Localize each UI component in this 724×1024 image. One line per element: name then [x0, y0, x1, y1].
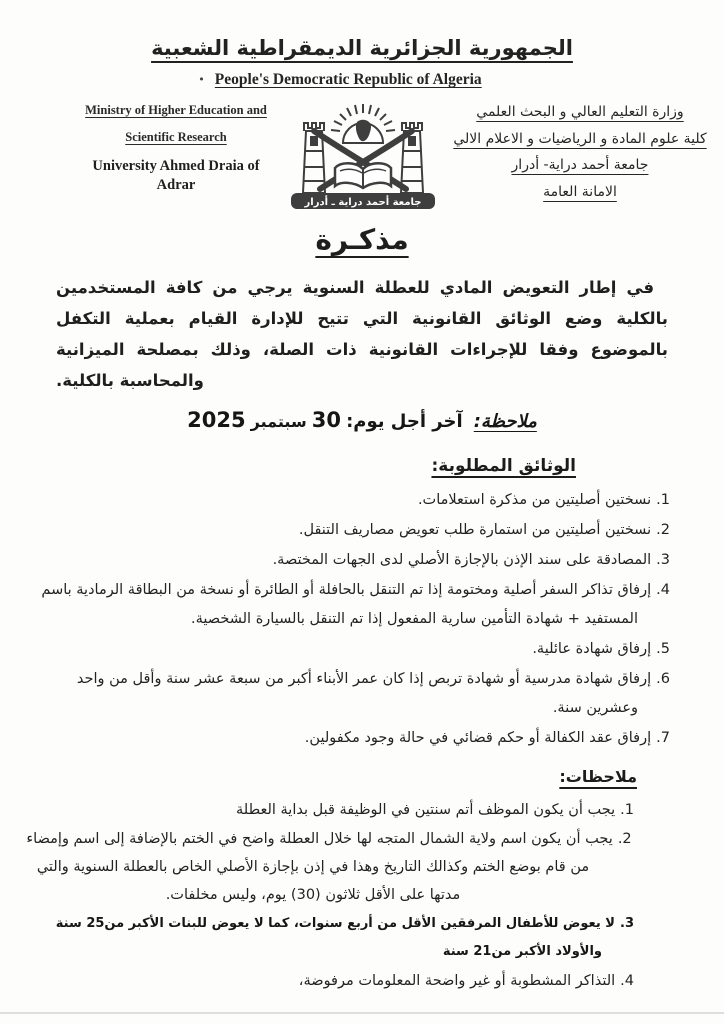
document-item-text: نسختين أصليتين من مذكرة استعلامات.: [417, 492, 652, 508]
required-documents-heading: الوثائق المطلوبة:: [431, 456, 576, 476]
university-name-english: University Ahmed Draia of Adrar: [92, 158, 260, 193]
document-item-5: [30, 635, 670, 664]
ministry-arabic-line-2: كلية علوم المادة و الرياضيات و الاعلام الالي: [453, 130, 707, 147]
note-item-1: [24, 796, 634, 824]
logo-banner-text: جامعة أحمد دراية ـ أدرار: [304, 197, 422, 208]
note-item-text: يجب أن يكون الموظف أتم سنتين في الوظيفة قبل بداية العطلة: [236, 802, 616, 818]
note-item-text: لا يعوض للأطفال المرفقين الأقل من أربع سنوات، كما لا يعوض للبنات الأكبر من25 سنة والأولاد الأكبر من21 سنة: [55, 916, 615, 959]
note-item-number: 4.: [620, 973, 634, 989]
ministry-arabic-line-3: جامعة أحمد دراية- أدرار: [511, 157, 649, 173]
deadline-month: سبتمبر: [250, 412, 307, 431]
notes-list: [24, 796, 634, 995]
document-item-7: [30, 724, 670, 753]
ministry-arabic-line-1: وزارة التعليم العالي و البحث العلمي: [476, 104, 684, 120]
note-item-text: يجب أن يكون اسم ولاية الشمال المتجه لها خلال العطلة واضح في الختم بالإضافة إلى اسم وإمضاء من قام بوضع الختم وكذالك التاريخ وهذا في إذن بإجازة الأصلي الخاص بالعطلة السنوية والتي مدتها على الأقل ثلاثون (30) يوم، وليس مخلفات.: [26, 831, 613, 903]
note-item-4: [24, 967, 634, 995]
document-item-number: 2.: [656, 522, 670, 538]
deadline-label: ملاحظة:: [473, 411, 537, 432]
document-item-text: المصادقة على سند الإذن بالإجازة الأصلي لدى الجهات المختصة.: [272, 552, 652, 568]
deadline-note: [0, 408, 724, 432]
document-item-number: 5.: [656, 641, 670, 657]
deadline-year: 2025: [187, 408, 246, 432]
document-item-2: [30, 516, 670, 545]
scan-edge-line: [0, 1012, 724, 1014]
deadline-day: 30: [311, 408, 342, 432]
ministry-english-line-1: Ministry of Higher Education and: [85, 103, 267, 117]
document-item-text: إرفاق شهادة مدرسية أو شهادة تربص إذا كان عمر الأبناء أكبر من سبعة عشر سنة وأقل من واحد وعشرين سنة.: [76, 671, 652, 716]
document-item-number: 7.: [656, 730, 670, 746]
university-emblem-icon: [278, 89, 448, 211]
republic-title-english: People's Democratic Republic of Algeria: [214, 71, 482, 88]
ministry-english-line-2: Scientific Research: [125, 130, 227, 144]
note-item-number: 2.: [617, 831, 632, 847]
intro-paragraph: في إطار التعويض المادي للعطلة السنوية يرجي من كافة المستخدمين بالكلية وضع الوثائق القانونية التي تتيح للإدارة القيام بعملية التكفل بالموضوع وفقا للإجراءات القانونية ذات الصلة، وذلك بمصلحة الميزانية والمحاسبة بالكلية.: [56, 278, 668, 390]
document-item-1: [30, 486, 670, 515]
notes-heading: ملاحظات:: [559, 767, 637, 786]
document-item-number: 6.: [656, 671, 670, 687]
logo-book-icon: [335, 163, 391, 188]
republic-title-arabic: الجمهورية الجزائرية الديمقراطية الشعبية: [151, 36, 573, 60]
university-logo: [274, 89, 452, 211]
republic-title-english-row: [0, 69, 702, 89]
document-item-6: [30, 665, 670, 723]
document-item-text: نسختين أصليتين من استمارة طلب تعويض مصاريف التنقل.: [298, 522, 652, 538]
document-item-number: 3.: [656, 552, 670, 568]
note-item-text: التذاكر المشطوبة أو غير واضحة المعلومات مرفوضة،: [298, 973, 616, 989]
document-item-3: [30, 546, 670, 575]
memo-title: مذكـرة: [315, 223, 409, 256]
note-item-number: 3.: [620, 916, 634, 931]
required-documents-list: [30, 486, 670, 753]
ministry-arabic-line-4: الامانة العامة: [543, 183, 617, 200]
deadline-text: آخر أجل يوم:: [346, 411, 463, 432]
document-item-number: 4.: [656, 582, 670, 598]
document-item-4: [30, 576, 670, 634]
letterhead-row: [0, 95, 724, 211]
document-item-number: 1.: [656, 492, 670, 508]
document-item-text: إرفاق شهادة عائلية.: [532, 641, 652, 657]
document-item-text: إرفاق تذاكر السفر أصلية ومختومة إذا تم التنقل بالحافلة أو الطائرة أو نسخة من البطاقة الرمادية باسم المستفيد + شهادة التأمين سارية المفعول إذا تم التنقل بالسيارة الشخصية.: [41, 582, 652, 627]
ministry-arabic-block: [452, 99, 710, 205]
note-item-3: [24, 910, 634, 966]
note-item-2: [24, 825, 634, 909]
ministry-english-block: [78, 103, 274, 195]
document-item-text: إرفاق عقد الكفالة أو حكم قضائي في حالة وجود مكفولين.: [304, 730, 652, 746]
bullet-mark: •: [198, 73, 205, 86]
note-item-number: 1.: [620, 802, 634, 818]
